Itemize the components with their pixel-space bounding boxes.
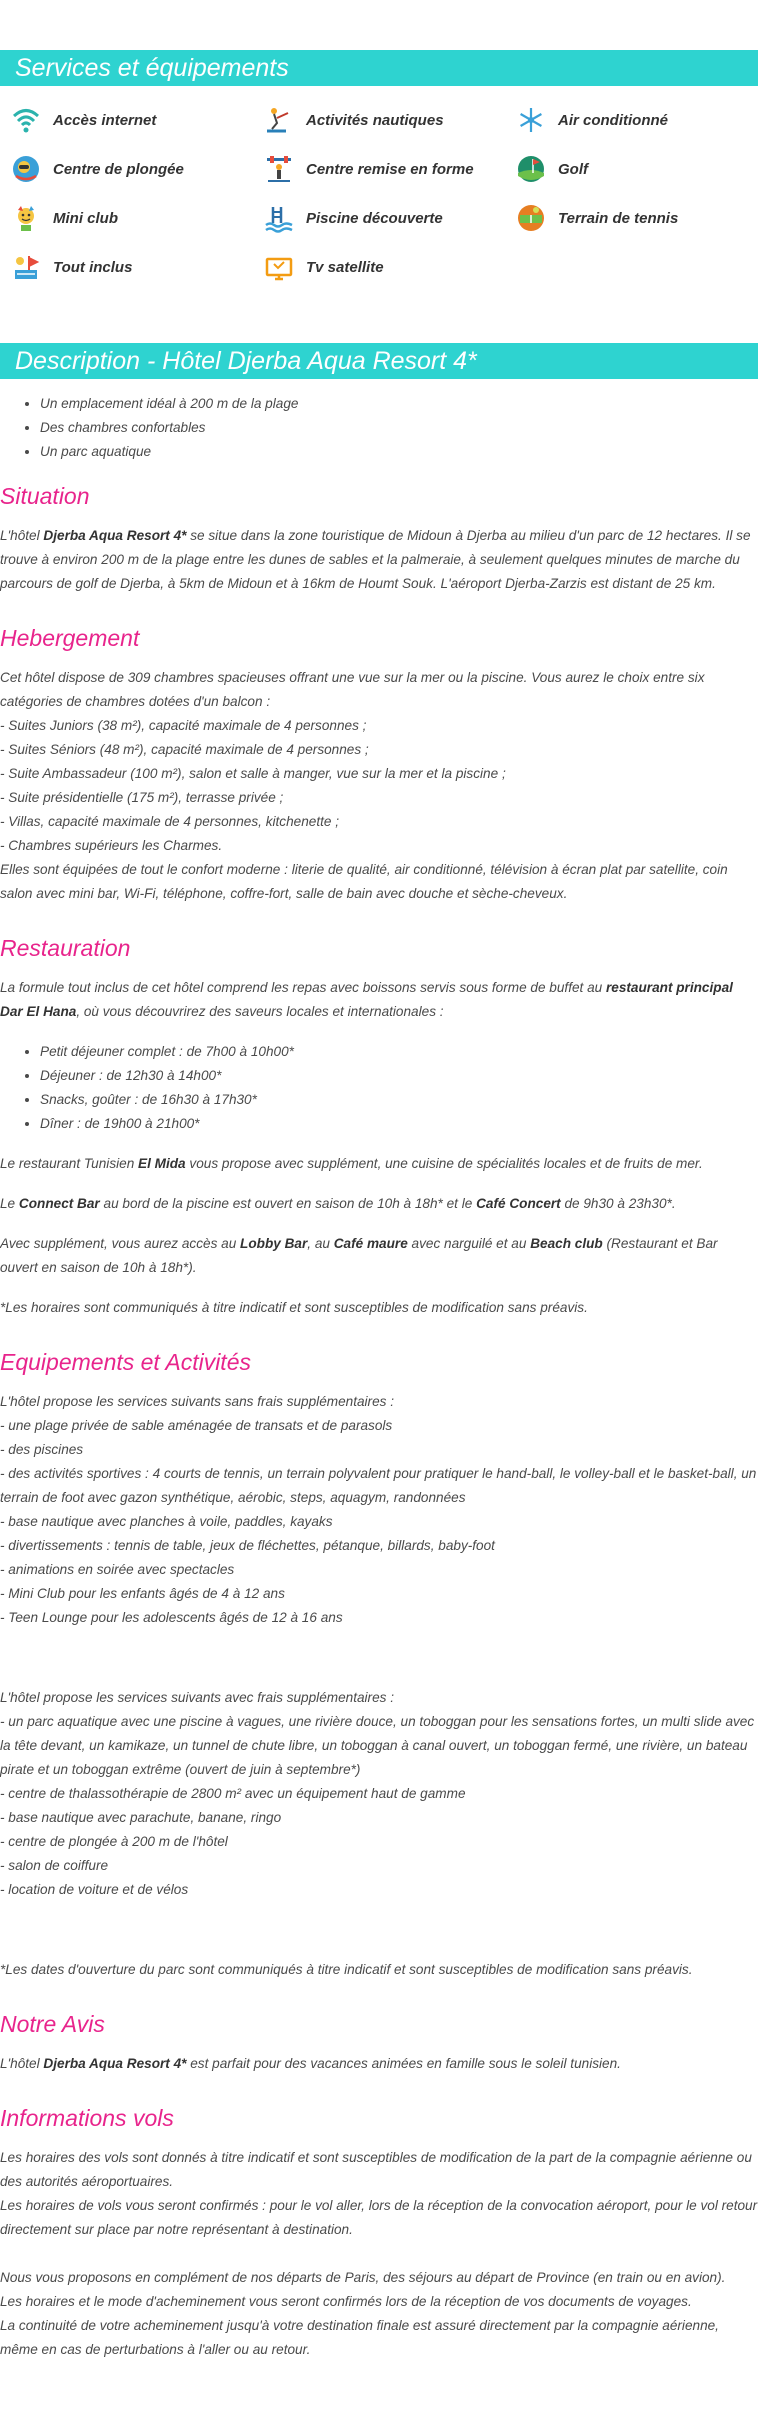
hebergement-text: Cet hôtel dispose de 309 chambres spacieuses offrant une vue sur la mer ou la piscine. Vous aurez le choix entre six catégories de chambres dotées d'un balcon : - Suites Juniors (38 m²), capacité maximale de 4 personnes ; - Suites Séniors (48 m²), capacité maximale de 4 personnes ; - Suite Ambassadeur (100 m²), salon et salle à manger, vue sur la mer et la piscine ; - Suite présidentielle (175 m²), terrasse privée ; - Villas, capacité maximale de 4 personnes, kitchenette ; - Chambres supérieurs les Charmes. Elles sont équipées de tout le confort moderne : literie de qualité, air conditionné, télévision à écran plat par satellite, coin salon avec mini bar, Wi-Fi, téléphone, coffre-fort, salle de bain avec douche et sèche-cheveux. xyxy=(0,670,728,901)
service-item xyxy=(263,252,384,282)
service-label: Activités nautiques xyxy=(306,111,444,129)
all-inclusive-icon xyxy=(10,251,42,283)
fitness-icon xyxy=(263,153,295,185)
service-label: Accès internet xyxy=(53,111,157,129)
list-item: • Dîner : de 19h00 à 21h00* xyxy=(40,1112,758,1136)
service-label: Golf xyxy=(558,160,588,178)
service-label: Terrain de tennis xyxy=(558,209,679,227)
service-label: Piscine découverte xyxy=(306,209,443,227)
pool-icon xyxy=(263,202,295,234)
tv-icon xyxy=(263,251,295,283)
list-item: • Déjeuner : de 12h30 à 14h00* xyxy=(40,1064,758,1088)
situation-heading: Situation xyxy=(0,483,90,509)
service-item xyxy=(515,203,678,233)
kids-club-icon xyxy=(10,202,42,234)
equipements-free: L'hôtel propose les services suivants sans frais supplémentaires : - une plage privée de sable aménagée de transats et de parasols - des piscines - des activités sportives : 4 courts de tennis, un terrain polyvalent pour pratiquer le hand-ball, le volley-ball et le basket-ball, un terrain de foot avec gazon synthétique, aérobic, steps, aquagym, randonnées - base nautique avec planches à voile, paddles, kayaks - divertissements : tennis de table, jeux de fléchettes, pétanque, billards, baby-foot - animations en soirée avec spectacles - Mini Club pour les enfants âgés de 4 à 12 ans - Teen Lounge pour les adolescents âgés de 12 à 16 ans xyxy=(0,1394,757,1625)
restaurant-el-mida: Le restaurant Tunisien El Mida vous propose avec supplément, une cuisine de spécialités locales et de fruits de mer. xyxy=(0,1156,703,1171)
service-item xyxy=(515,105,668,135)
equipements-note: *Les dates d'ouverture du parc sont communiqués à titre indicatif et sont susceptibles de modification sans préavis. xyxy=(0,1962,693,1977)
services-title: Services et équipements xyxy=(0,50,758,86)
meals-list xyxy=(0,1040,758,1136)
service-item xyxy=(10,252,132,282)
list-item: • Un parc aquatique xyxy=(40,440,758,464)
description-content xyxy=(0,392,758,2362)
highlights-list xyxy=(0,392,758,464)
tennis-icon xyxy=(515,202,547,234)
list-item: • Snacks, goûter : de 16h30 à 17h30* xyxy=(40,1088,758,1112)
restauration-note: *Les horaires sont communiqués à titre indicatif et sont susceptibles de modification sans préavis. xyxy=(0,1300,588,1315)
vols-heading: Informations vols xyxy=(0,2105,174,2131)
service-label: Mini club xyxy=(53,209,118,227)
vols-text-2: Nous vous proposons en complément de nos départs de Paris, des séjours au départ de Province (en train ou en avion). Les horaires et le mode d'acheminement vous seront confirmés lors de la réception de vos documents de voyages. La continuité de votre acheminement jusqu'à votre destination finale est assuré directement par la compagnie aérienne, même en cas de perturbations à l'aller ou au retour. xyxy=(0,2270,726,2357)
equipements-heading: Equipements et Activités xyxy=(0,1349,251,1375)
service-item xyxy=(263,105,444,135)
vols-text-1: Les horaires des vols sont donnés à titre indicatif et sont susceptibles de modification de la part de la compagnie aérienne ou des autorités aéroportuaires. Les horaires de vols vous seront confirmés : pour le vol aller, lors de la réception de la convocation aéroport, pour le vol retour directement sur place par notre représentant à destination. xyxy=(0,2150,758,2237)
equipements-paid: L'hôtel propose les services suivants avec frais supplémentaires : - un parc aquatique avec une piscine à vagues, une rivière douce, un toboggan pour les sensations fortes, un multi slide avec la tête devant, un kamikaze, un tunnel de chute libre, un toboggan à canal ouvert, un toboggan fermé, une rivière, un bateau pirate et un toboggan extrême (ouvert de juin à septembre*) - centre de thalassothérapie de 2800 m² avec un équipement haut de gamme - base nautique avec parachute, banane, ringo - centre de plongée à 200 m de l'hôtel - salon de coiffure - location de voiture et de vélos xyxy=(0,1690,755,1897)
golf-icon xyxy=(515,153,547,185)
restauration-intro: La formule tout inclus de cet hôtel comprend les repas avec boissons servis sous forme de buffet au restaurant principal Dar El Hana, où vous découvrirez des saveurs locales et internationales : xyxy=(0,980,733,1019)
list-item: • Petit déjeuner complet : de 7h00 à 10h00* xyxy=(40,1040,758,1064)
situation-text: L'hôtel Djerba Aqua Resort 4* se situe dans la zone touristique de Midoun à Djerba au milieu d'un parc de 12 hectares. Il se trouve à environ 200 m de la plage entre les dunes de sables et la palmeraie, à seulement quelques minutes de marche du parcours de golf de Djerba, à 5km de Midoun et à 16km de Houmt Souk. L'aéroport Djerba-Zarzis est distant de 25 km. xyxy=(0,528,751,591)
diving-icon xyxy=(10,153,42,185)
service-item xyxy=(10,203,118,233)
service-item xyxy=(515,154,588,184)
list-item: • Des chambres confortables xyxy=(40,416,758,440)
service-item xyxy=(263,154,474,184)
bars-text: Le Connect Bar au bord de la piscine est ouvert en saison de 10h à 18h* et le Café Concert de 9h30 à 23h30*. xyxy=(0,1196,676,1211)
hebergement-heading: Hebergement xyxy=(0,625,140,651)
wifi-icon xyxy=(10,104,42,136)
service-label: Air conditionné xyxy=(558,111,668,129)
service-item xyxy=(10,105,156,135)
service-label: Centre de plongée xyxy=(53,160,184,178)
water-ski-icon xyxy=(263,104,295,136)
restauration-heading: Restauration xyxy=(0,935,131,961)
list-item: • Un emplacement idéal à 200 m de la plage xyxy=(40,392,758,416)
service-label: Centre remise en forme xyxy=(306,160,474,178)
service-label: Tv satellite xyxy=(306,258,384,276)
description-title: Description - Hôtel Djerba Aqua Resort 4* xyxy=(0,343,758,379)
avis-heading: Notre Avis xyxy=(0,2011,105,2037)
snowflake-icon xyxy=(515,104,547,136)
service-item xyxy=(263,203,443,233)
service-item xyxy=(10,154,184,184)
avis-text: L'hôtel Djerba Aqua Resort 4* est parfait pour des vacances animées en famille sous le soleil tunisien. xyxy=(0,2056,621,2071)
supplement-text: Avec supplément, vous aurez accès au Lobby Bar, au Café maure avec narguilé et au Beach club (Restaurant et Bar ouvert en saison de 10h à 18h*). xyxy=(0,1236,718,1275)
service-label: Tout inclus xyxy=(53,258,133,276)
